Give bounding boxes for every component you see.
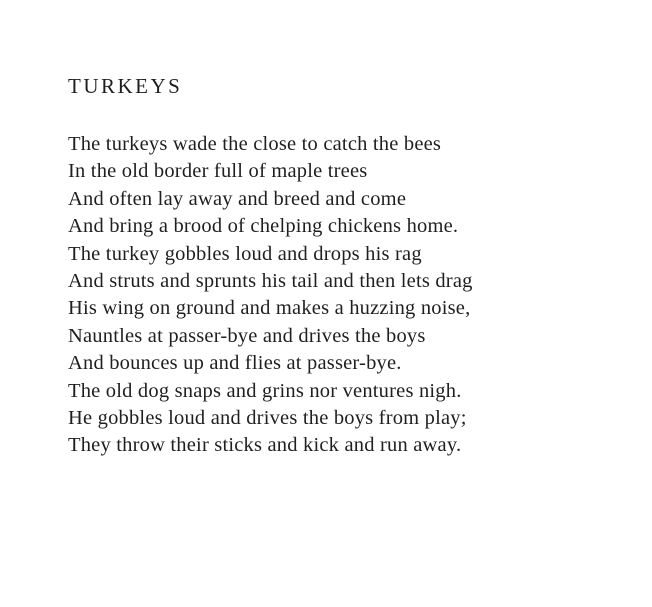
poem-line: In the old border full of maple trees bbox=[68, 160, 368, 183]
poem-line: The turkey gobbles loud and drops his rag bbox=[68, 242, 422, 265]
poem-line: Nauntles at passer-bye and drives the boys bbox=[68, 324, 426, 347]
poem-line: The turkeys wade the close to catch the bees bbox=[68, 133, 442, 155]
poem-line: And struts and sprunts his tail and then lets drag bbox=[68, 270, 473, 293]
poem-line: The old dog snaps and grins nor ventures nigh. bbox=[68, 379, 462, 402]
poem-line: His wing on ground and makes a huzzing noise, bbox=[68, 297, 471, 320]
poem-line: And bounces up and flies at passer-bye. bbox=[68, 352, 402, 375]
poem-stanza bbox=[68, 131, 608, 460]
poem-line: They throw their sticks and kick and run away. bbox=[68, 434, 462, 457]
poem-line: He gobbles loud and drives the boys from play; bbox=[68, 407, 467, 430]
poem-line: And often lay away and breed and come bbox=[68, 187, 407, 210]
poem-title: TURKEYS bbox=[68, 74, 183, 98]
poem-line: And bring a brood of chelping chickens home. bbox=[68, 215, 459, 238]
